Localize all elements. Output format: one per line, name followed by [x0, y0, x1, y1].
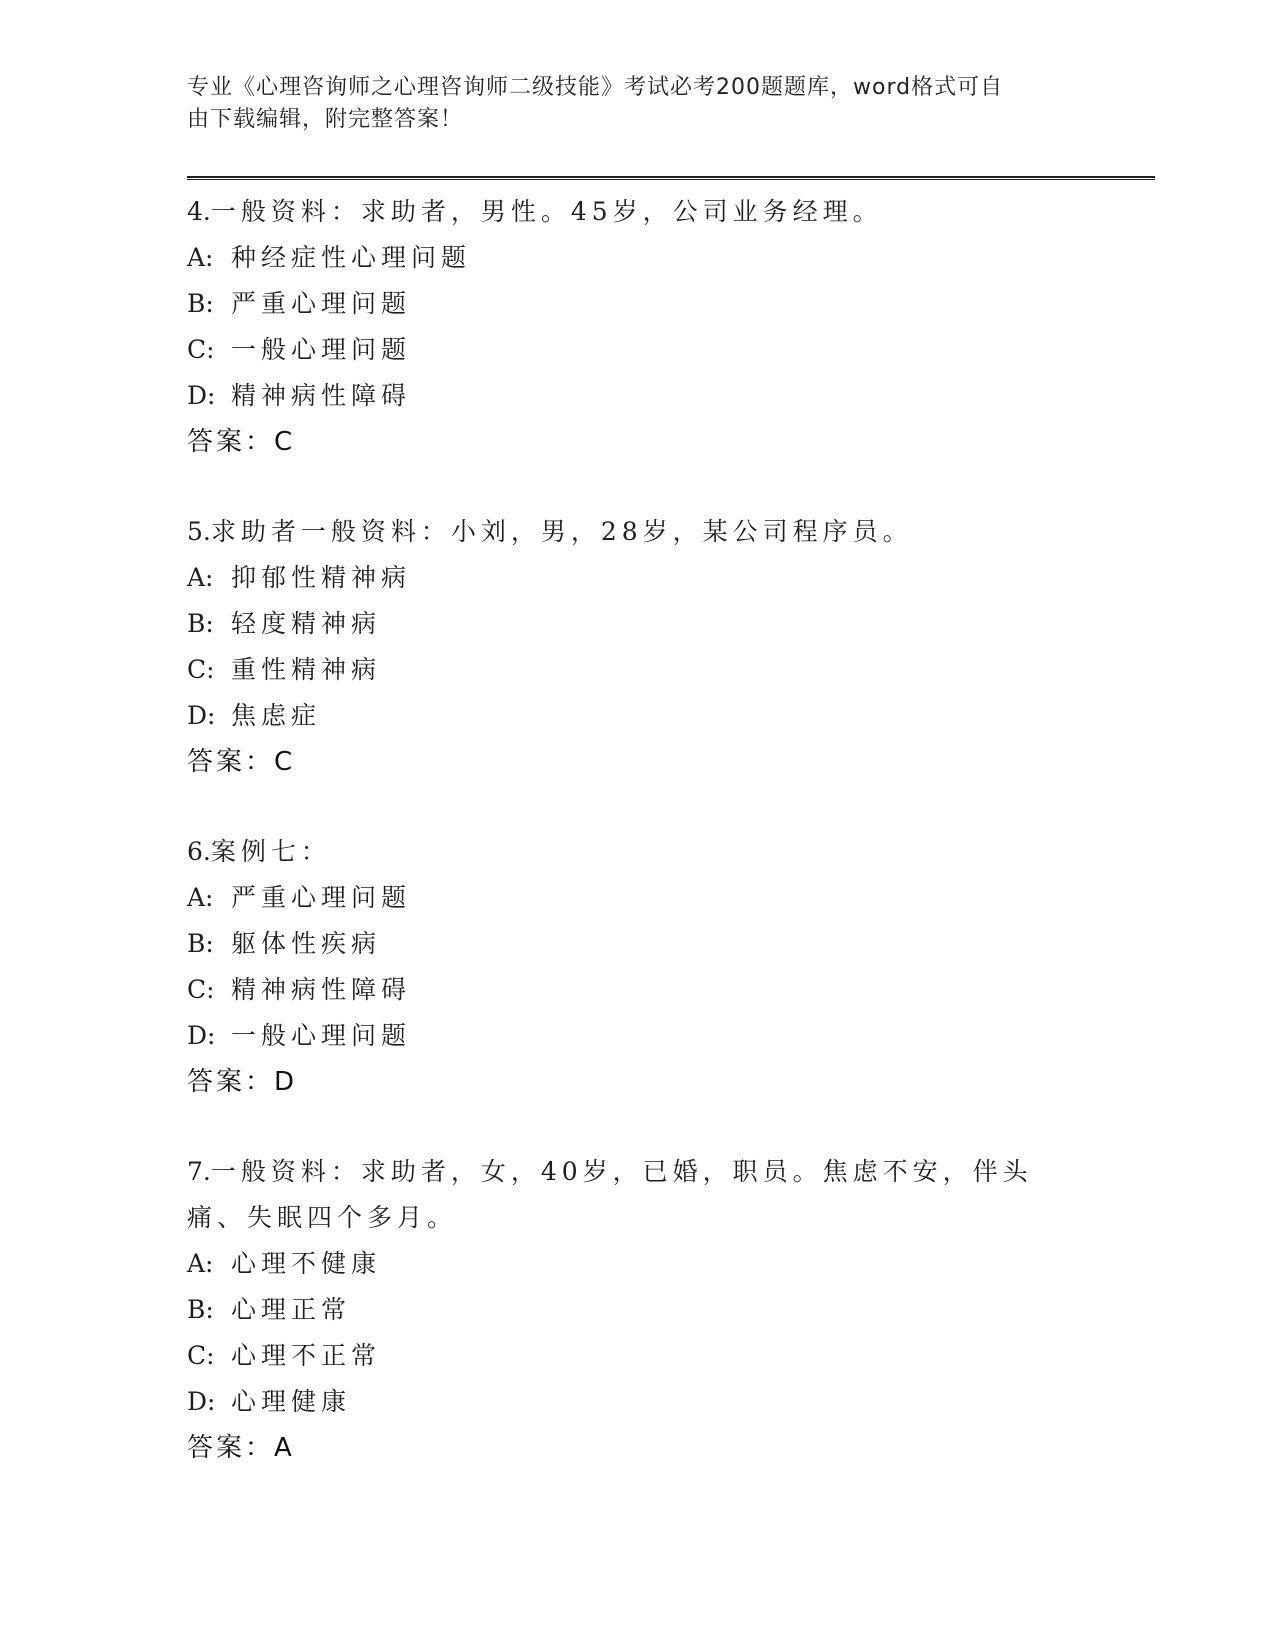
- question-number: 4.: [187, 197, 211, 226]
- header-line-2: 由下载编辑，附完整答案！: [187, 107, 464, 132]
- option-a: [187, 1241, 1087, 1287]
- option-key: D:: [187, 381, 216, 410]
- option-key: D:: [187, 1387, 216, 1416]
- question-text: 求助者一般资料：小刘，男，28岁，某公司程序员。: [210, 517, 913, 546]
- option-b: [187, 1287, 1087, 1333]
- option-text: 严重心理问题: [231, 883, 412, 912]
- option-text: 严重心理问题: [231, 289, 412, 318]
- option-c: [187, 967, 1087, 1013]
- option-text: 心理不健康: [231, 1249, 382, 1278]
- answer-line: [187, 1425, 1087, 1471]
- option-text: 心理正常: [231, 1295, 352, 1324]
- question-item: [187, 189, 1087, 465]
- option-d: [187, 373, 1087, 419]
- option-key: C:: [187, 335, 215, 364]
- option-text: 躯体性疾病: [231, 929, 382, 958]
- question-stem: [187, 1149, 1087, 1241]
- question-text: 一般资料：求助者，男性。45岁，公司业务经理。: [210, 197, 883, 226]
- answer-value: C: [274, 747, 293, 777]
- option-text: 精神病性障碍: [231, 975, 412, 1004]
- option-c: [187, 1333, 1087, 1379]
- option-d: [187, 1379, 1087, 1425]
- option-key: B:: [187, 1295, 214, 1324]
- question-number: 5.: [187, 517, 211, 546]
- answer-line: [187, 419, 1087, 465]
- option-key: A:: [187, 1249, 214, 1278]
- option-text: 心理不正常: [231, 1341, 382, 1370]
- option-c: [187, 647, 1087, 693]
- question-text: 一般资料：求助者，女，40岁，已婚，职员。焦虑不安，伴头痛、失眠四个多月。: [187, 1157, 1033, 1232]
- option-text: 焦虑症: [231, 701, 322, 730]
- option-text: 种经症性心理问题: [231, 243, 472, 272]
- question-number: 7.: [187, 1157, 211, 1186]
- option-key: A:: [187, 883, 214, 912]
- header-line-1: 专业《心理咨询师之心理咨询师二级技能》考试必考200题题库，word格式可自: [187, 75, 1004, 100]
- option-a: [187, 235, 1087, 281]
- header-divider: [187, 176, 1155, 180]
- option-b: [187, 281, 1087, 327]
- option-key: B:: [187, 609, 214, 638]
- document-header: [187, 72, 1067, 136]
- option-c: [187, 327, 1087, 373]
- question-text: 案例七：: [210, 837, 331, 866]
- option-text: 轻度精神病: [231, 609, 382, 638]
- question-stem: [187, 829, 1087, 875]
- question-item: [187, 1149, 1087, 1471]
- option-key: B:: [187, 929, 214, 958]
- answer-line: [187, 739, 1087, 785]
- answer-line: [187, 1059, 1087, 1105]
- question-item: [187, 509, 1087, 785]
- option-text: 重性精神病: [231, 655, 382, 684]
- option-text: 抑郁性精神病: [231, 563, 412, 592]
- option-key: A:: [187, 243, 214, 272]
- answer-value: D: [274, 1067, 295, 1097]
- option-b: [187, 921, 1087, 967]
- option-key: D:: [187, 1021, 216, 1050]
- answer-label: 答案：: [187, 1067, 275, 1097]
- question-list: [187, 189, 1087, 1515]
- question-number: 6.: [187, 837, 211, 866]
- answer-label: 答案：: [187, 427, 275, 457]
- option-text: 一般心理问题: [231, 335, 412, 364]
- option-key: B:: [187, 289, 214, 318]
- option-d: [187, 693, 1087, 739]
- answer-label: 答案：: [187, 1433, 275, 1463]
- option-b: [187, 601, 1087, 647]
- option-a: [187, 555, 1087, 601]
- option-key: A:: [187, 563, 214, 592]
- option-d: [187, 1013, 1087, 1059]
- question-item: [187, 829, 1087, 1105]
- option-key: C:: [187, 1341, 215, 1370]
- answer-value: C: [274, 427, 293, 457]
- option-text: 精神病性障碍: [231, 381, 412, 410]
- question-stem: [187, 189, 1087, 235]
- option-text: 心理健康: [231, 1387, 352, 1416]
- option-a: [187, 875, 1087, 921]
- answer-value: A: [274, 1433, 292, 1463]
- question-stem: [187, 509, 1087, 555]
- option-key: C:: [187, 655, 215, 684]
- option-key: D:: [187, 701, 216, 730]
- option-key: C:: [187, 975, 215, 1004]
- option-text: 一般心理问题: [231, 1021, 412, 1050]
- answer-label: 答案：: [187, 747, 275, 777]
